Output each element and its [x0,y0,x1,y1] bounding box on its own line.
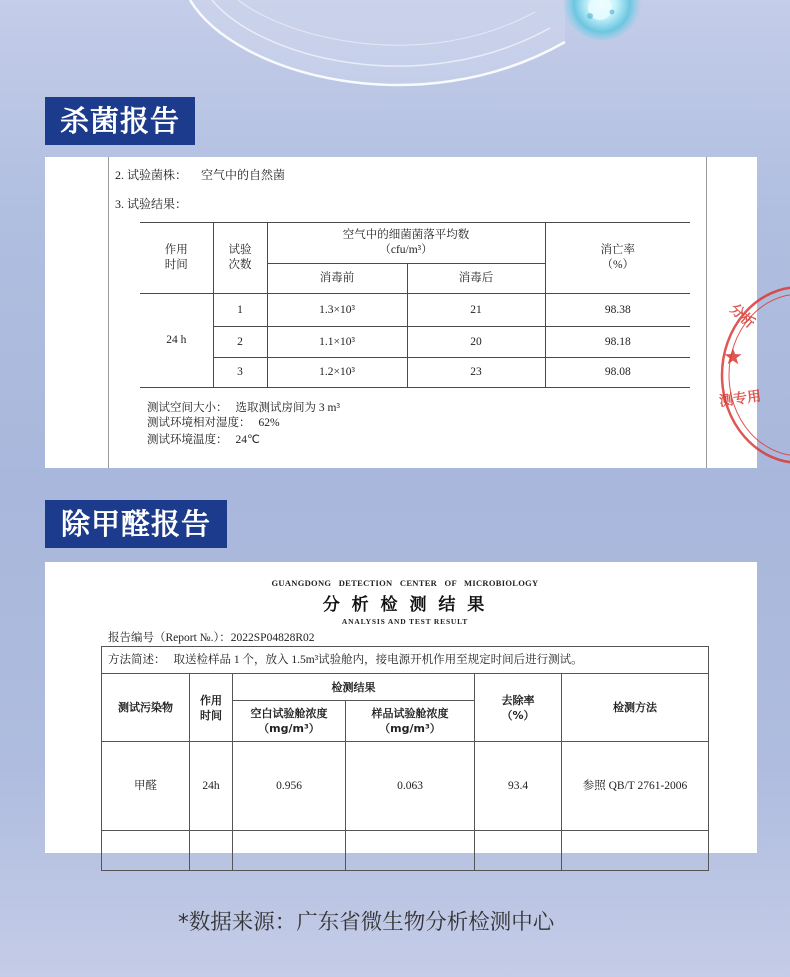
stamp-top-text: 分析 [726,301,758,332]
method-label: 方法简述： [108,653,166,666]
table-row-empty [102,831,709,871]
sterilization-results-table [140,222,690,388]
header-blank-concentration: 空白试验舱浓度 （mg/m³） [233,701,346,742]
method-description [102,647,709,674]
table-row [140,358,690,388]
cell-removal: 93.4 [475,742,562,831]
cell-after: 20 [407,327,545,358]
note-space-size [147,401,340,415]
note-temperature [147,433,260,447]
sterilization-report-document [45,157,763,468]
cell-rate: 98.08 [545,358,690,388]
table-row [140,294,690,327]
cell-trial: 3 [213,358,267,388]
cell-action-time: 24 h [140,294,213,388]
table-cell [562,831,709,871]
cell-rate: 98.38 [545,294,690,327]
cell-before: 1.1×10³ [267,327,407,358]
header-removal-rate: 去除率 （%） [475,674,562,742]
header-after-disinfection: 消毒后 [407,264,545,294]
table-cell [190,831,233,871]
margin-line-right [706,157,707,468]
header-bacteria-average: 空气中的细菌菌落平均数 （cfu/m³） [267,223,545,264]
note-humidity [147,416,280,430]
cell-rate: 98.18 [545,327,690,358]
star-icon [724,348,741,364]
header-action-time: 作用 时间 [190,674,233,742]
method-text: 取送检样品 1 个，放入 1.5m³试验舱内，接电源开机作用至规定时间后进行测试。 [173,653,583,666]
formaldehyde-report-document [45,562,757,853]
cell-blank: 0.956 [233,742,346,831]
note-label: 测试环境温度： [147,434,228,446]
cell-trial: 2 [213,327,267,358]
cell-time: 24h [190,742,233,831]
note-label: 测试空间大小： [147,402,228,414]
test-results-label: 3. 试验结果： [115,197,188,211]
note-value: 24℃ [235,434,260,446]
header-test-method: 检测方法 [562,674,709,742]
center-name-english: GUANGDONG DETECTION CENTER OF MICROBIOLOGY [271,578,539,588]
method-row [102,647,709,674]
report-number [108,631,315,645]
cell-before: 1.3×10³ [267,294,407,327]
table-header-row [140,223,690,264]
cell-after: 21 [407,294,545,327]
formaldehyde-results-table [101,646,709,871]
table-row [102,742,709,831]
table-cell [475,831,562,871]
note-value: 62% [258,417,280,429]
header-trial-count: 试验 次数 [213,223,267,294]
section-heading-sterilization: 杀菌报告 [45,97,195,145]
section-heading-formaldehyde: 除甲醛报告 [45,500,227,548]
header-pollutant: 测试污染物 [102,674,190,742]
header-kill-rate: 消亡率 （%） [545,223,690,294]
table-row [140,327,690,358]
table-header-row [102,674,709,701]
test-strain-value: 空气中的自然菌 [201,168,286,182]
data-source-note: *数据来源：广东省微生物分析检测中心 [178,910,555,935]
table-cell [102,831,190,871]
test-strain-label: 2. 试验菌株： [115,168,188,182]
report-number-value: 2022SP04828R02 [230,632,315,644]
stamp-bottom-text: 测专用 [718,388,763,410]
header-sample-concentration: 样品试验舱浓度 （mg/m³） [346,701,475,742]
header-before-disinfection: 消毒前 [267,264,407,294]
cell-after: 23 [407,358,545,388]
cell-method: 参照 QB/T 2761-2006 [562,742,709,831]
margin-line-left [108,157,109,468]
header-action-time: 作用 时间 [140,223,213,294]
cell-illustration [562,0,642,40]
note-value: 选取测试房间为 3 m³ [235,402,340,414]
red-seal-stamp [717,282,763,468]
report-title-english: ANALYSIS AND TEST RESULT [341,617,469,626]
table-cell [233,831,346,871]
note-label: 测试环境相对湿度： [147,417,251,429]
cell-before: 1.2×10³ [267,358,407,388]
test-strain-line [115,168,285,182]
report-title-chinese: 分 析 检 测 结 果 [322,595,488,615]
table-cell [346,831,475,871]
header-test-result: 检测结果 [233,674,475,701]
cell-trial: 1 [213,294,267,327]
report-number-label: 报告编号（Report №.）： [108,632,231,644]
cell-pollutant: 甲醛 [102,742,190,831]
cell-sample: 0.063 [346,742,475,831]
